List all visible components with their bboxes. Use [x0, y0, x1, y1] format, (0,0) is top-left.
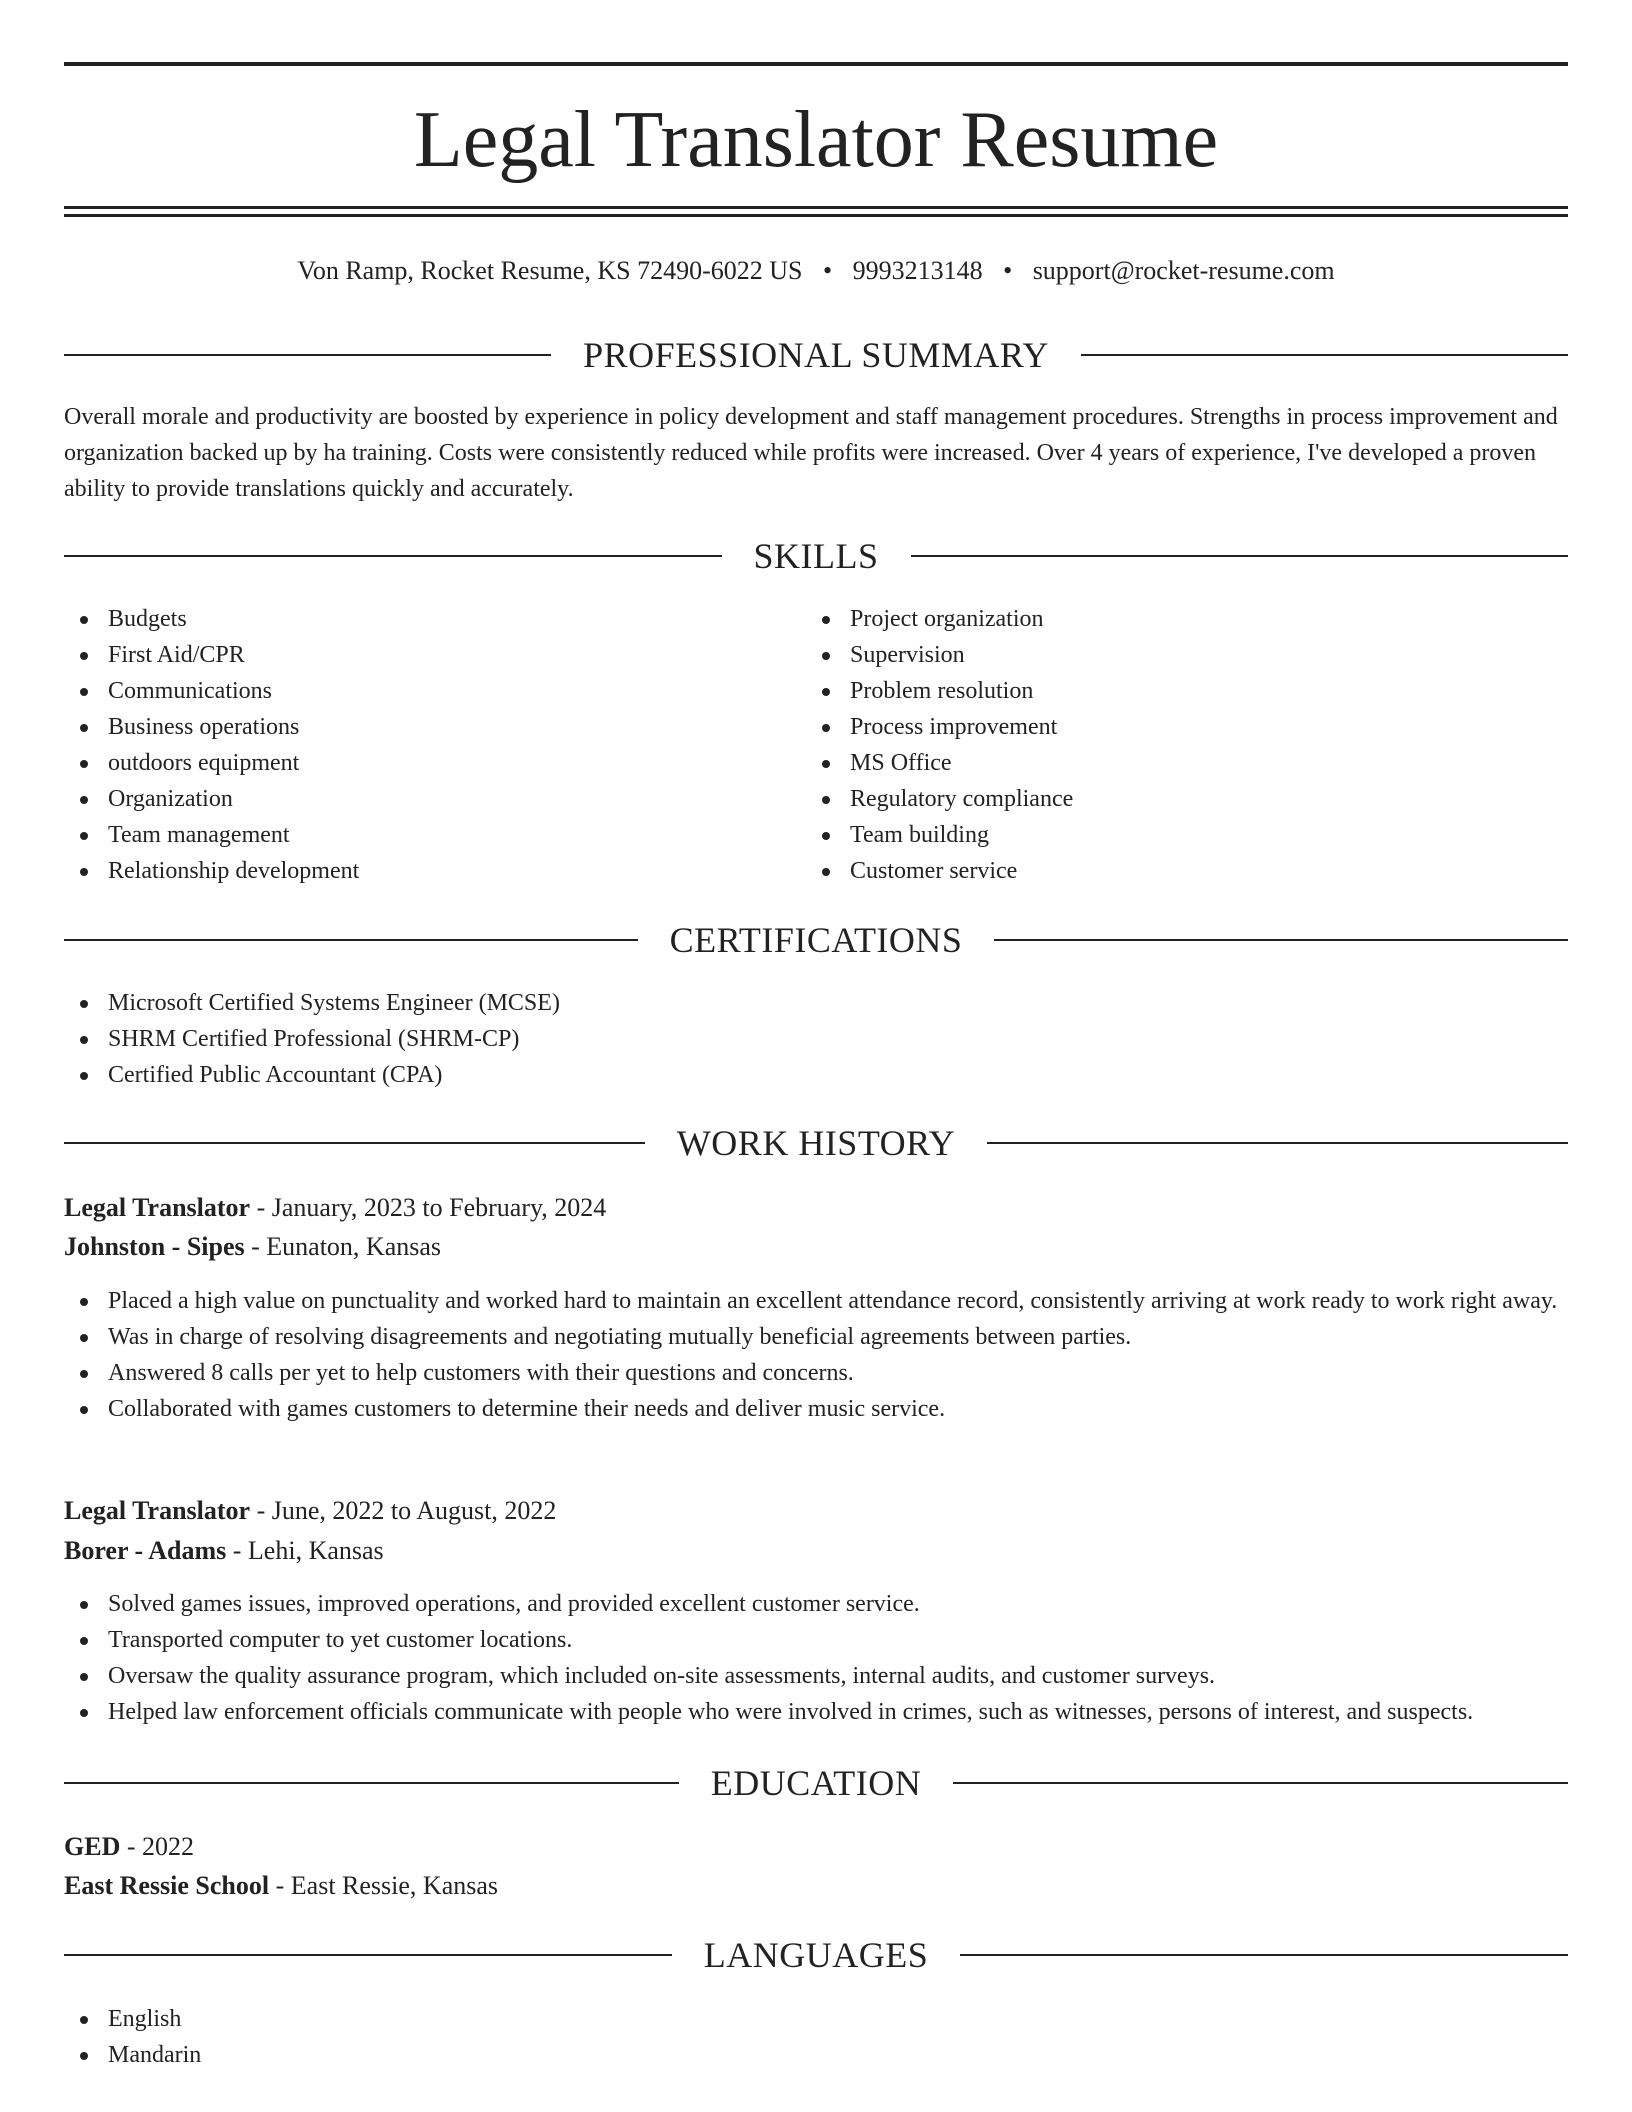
page-title: Legal Translator Resume: [413, 96, 1219, 184]
skill-item: Communications: [64, 673, 764, 709]
job-bullet: Answered 8 calls per yet to help customers with their questions and concerns.: [64, 1355, 1568, 1391]
divider-line: [953, 1782, 1568, 1784]
skill-item: Regulatory compliance: [806, 781, 1506, 817]
divider-line: [64, 555, 722, 557]
skill-item: Business operations: [64, 709, 764, 745]
job-bullet: Was in charge of resolving disagreements and negotiating mutually beneficial agreements between parties.: [64, 1319, 1568, 1355]
education-degree-line: [64, 1828, 1568, 1866]
job-company: Borer - Adams: [64, 1536, 227, 1565]
header-double-rule-bottom: [64, 214, 1568, 217]
contact-separator: •: [822, 256, 833, 285]
divider-line: [1081, 354, 1568, 356]
job-bullet: Collaborated with games customers to determine their needs and deliver music service.: [64, 1391, 1568, 1427]
languages-heading: [64, 1933, 1568, 1977]
language-item: English: [64, 2001, 1568, 2037]
job-bullet: Oversaw the quality assurance program, which included on-site assessments, internal audits, and customer surveys.: [64, 1658, 1568, 1694]
education-heading: [64, 1761, 1568, 1805]
divider-line: [64, 939, 638, 941]
divider-line: [64, 1782, 679, 1784]
header-double-rule-top: [64, 206, 1568, 209]
section-title: WORK HISTORY: [676, 1123, 956, 1163]
skill-item: Problem resolution: [806, 673, 1506, 709]
education-degree: GED: [64, 1832, 121, 1861]
contact-separator: •: [1003, 256, 1013, 285]
work-history-heading: [64, 1121, 1568, 1165]
certification-item: SHRM Certified Professional (SHRM-CP): [64, 1021, 1568, 1057]
certifications-heading: [64, 918, 1568, 962]
job-bullet: Transported computer to yet customer locations.: [64, 1622, 1568, 1658]
skill-item: Project organization: [806, 601, 1506, 637]
job-bullet: Helped law enforcement officials communicate with people who were involved in crimes, such as witnesses, persons of interest, and suspects.: [64, 1694, 1568, 1730]
section-title: EDUCATION: [710, 1763, 922, 1803]
job-bullet: Placed a high value on punctuality and worked hard to maintain an excellent attendance record, consistently arriving at work ready to work right away.: [64, 1283, 1568, 1319]
skill-item: Relationship development: [64, 853, 764, 889]
section-title: SKILLS: [753, 536, 879, 576]
skills-list-right: [806, 601, 1506, 889]
job-bullet: Solved games issues, improved operations, and provided excellent customer service.: [64, 1586, 1568, 1622]
education-school-line: [64, 1867, 1568, 1905]
skill-item: Team management: [64, 817, 764, 853]
job-company: Johnston - Sipes: [64, 1232, 245, 1261]
skill-item: MS Office: [806, 745, 1506, 781]
job-location: - Lehi, Kansas: [226, 1536, 384, 1565]
section-title: PROFESSIONAL SUMMARY: [583, 335, 1049, 375]
skills-heading: [64, 534, 1568, 578]
contact-email[interactable]: support@rocket-resume.com: [1032, 256, 1335, 285]
skill-item: Team building: [806, 817, 1506, 853]
contact-line: [64, 254, 1568, 288]
language-item: Mandarin: [64, 2037, 1568, 2073]
job-dates: - January, 2023 to February, 2024: [250, 1193, 607, 1222]
languages-list: [64, 2001, 1568, 2073]
summary-heading: [64, 333, 1568, 377]
section-title: CERTIFICATIONS: [669, 920, 963, 960]
job-title: Legal Translator: [64, 1496, 251, 1525]
skill-item: First Aid/CPR: [64, 637, 764, 673]
skill-item: Supervision: [806, 637, 1506, 673]
education-year: - 2022: [120, 1832, 195, 1861]
contact-phone: 9993213148: [852, 256, 983, 285]
divider-line: [911, 555, 1569, 557]
job-company-line: [64, 1532, 1568, 1570]
job-bullets: [64, 1586, 1568, 1730]
skill-item: Budgets: [64, 601, 764, 637]
skill-item: Customer service: [806, 853, 1506, 889]
job-title: Legal Translator: [64, 1193, 251, 1222]
divider-line: [64, 354, 551, 356]
job-bullets: [64, 1283, 1568, 1427]
header-top-rule: [64, 62, 1568, 66]
skill-item: Organization: [64, 781, 764, 817]
job-company-line: [64, 1228, 1568, 1266]
certification-item: Microsoft Certified Systems Engineer (MCSE): [64, 985, 1568, 1021]
education-school: East Ressie School: [64, 1871, 270, 1900]
divider-line: [64, 1142, 645, 1144]
contact-address: Von Ramp, Rocket Resume, KS 72490-6022 US: [297, 256, 803, 285]
job-location: - Eunaton, Kansas: [244, 1232, 442, 1261]
divider-line: [960, 1954, 1568, 1956]
job-title-line: [64, 1492, 1568, 1530]
education-location: - East Ressie, Kansas: [269, 1871, 499, 1900]
skills-list-left: [64, 601, 764, 889]
section-title: LANGUAGES: [703, 1935, 929, 1975]
divider-line: [994, 939, 1568, 941]
certification-item: Certified Public Accountant (CPA): [64, 1057, 1568, 1093]
skill-item: Process improvement: [806, 709, 1506, 745]
job-dates: - June, 2022 to August, 2022: [250, 1496, 557, 1525]
skill-item: outdoors equipment: [64, 745, 764, 781]
summary-text: Overall morale and productivity are boosted by experience in policy development and staff management procedures. Strengths in process improvement and organization backed up by ha training. Costs were consistently reduced while profits were increased. Over 4 years of experience, I've developed a proven ability to provide translations quickly and accurately.: [64, 404, 1558, 502]
divider-line: [64, 1954, 672, 1956]
job-title-line: [64, 1189, 1568, 1227]
certifications-list: [64, 985, 1568, 1093]
divider-line: [987, 1142, 1568, 1144]
